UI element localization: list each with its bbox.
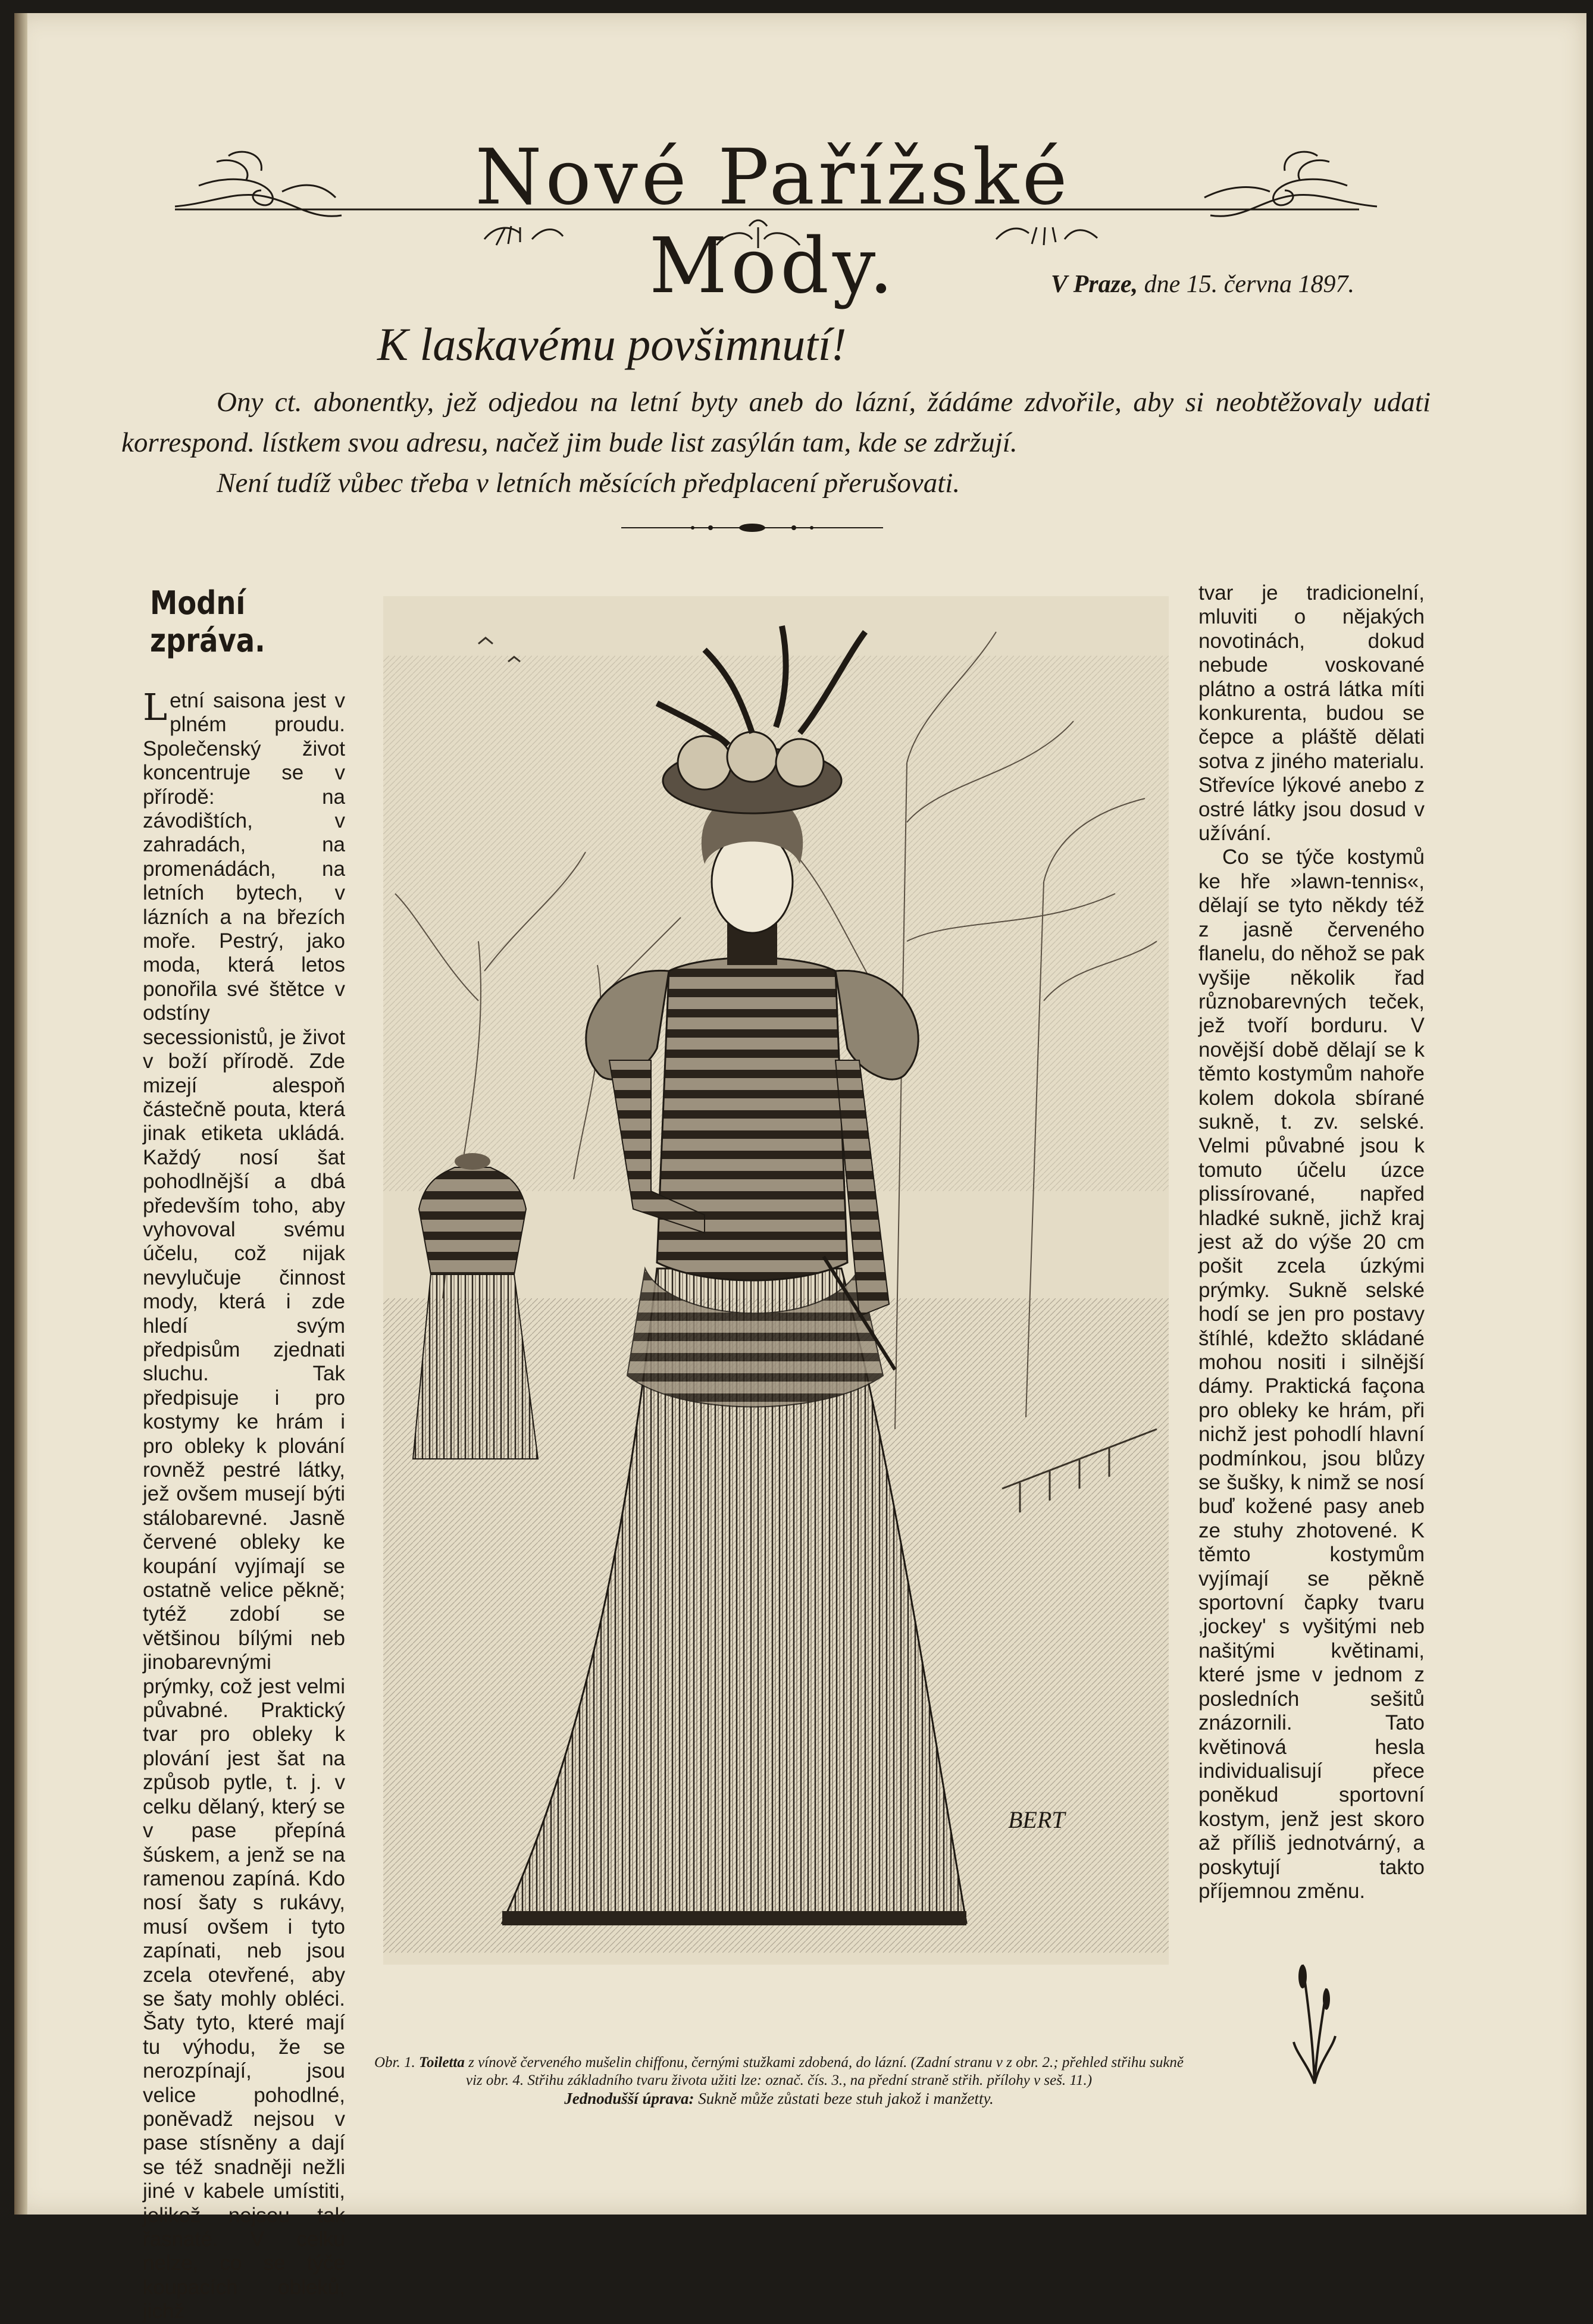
article-left-body: etní saisona jest v plném proudu. Společenský život koncentruje se v přírodě: na závodištích, v zahradách, na promenádách, na letních bytech, v lázních a na březích moře. Pestrý, jako moda, která letos ponořila své štětce v odstíny secessionistů, je život v boží přírodě. Zde mizejí alespoň částečně pouta, která jinak etiketa ukládá. Každý nosí šat pohodlnější a dbá především toho, aby vyhovoval svému účelu, což nijak nevylučuje činnost mody, která i zde hledí svým předpisům zjednati sluchu. Tak předpisuje i pro kostymy ke hrám i pro obleky k plování rovněž pestré látky, jež ovšem musejí býti stálobarevné. Jasně červené obleky ke koupání vyjímají se ostatně velice pěkně; tytéž zdobí se většinou bílými neb jinobarevnými prýmky, což jest velmi půvabné. Praktický tvar pro obleky k plování jest šat na způsob pytle, t. j. v celku dělaný, který se v pase přepíná šúskem, a jenž se na ramenou zapíná. Kdo nosí šaty s rukávy, musí ovšem i tyto zapínati, neb jsou zcela otevřené, aby se šaty mohly obléci. Šaty tyto, které mají tu výhodu, že se nerozpínají, jsou velice pohodlné, poněvadž nejsou v pase stísněny a dají se též snadněji nežli jiné v kabele umístiti, jelikož nejsou tak řasnaté. V celku nelze, co se týče koupacích obleků, jichž [143,689,345,2323]
notice-title: K laskavému povšimnutí! [377,318,847,370]
hat-rose-3 [776,739,824,787]
caption-toilette: Toiletta [418,2054,465,2071]
illustration-caption [371,2054,1187,2107]
article-right-column [1198,581,1425,1903]
masthead-title: Nové Pařížské Mody. [475,133,1071,311]
skirt-hem-band [502,1911,966,1925]
article-right-paragraph-1: tvar je tradicionelní, mluviti o nějakých novotinách, dokud nebude voskované plátno a ostrá látka míti konkurenta, budou se čepce a pláště dělati sotva z jiného materialu. Střevíce lýkové anebo z ostré látky jsou dosud v užívání. [1198,581,1425,845]
article-right-paragraph-2: Co se týče kostymů ke hře »lawn-tennis«, dělají se tyto někdy též z jasně červeného flanelu, do něhož se pak vyšije několik řad různobarevných teček, jež tvoří borduru. V novější době dělají se k těmto kostymům nahoře kolem dokola sbírané sukně, t. zv. selské. Velmi půvabné jsou k tomuto účelu úzce plissírované, napřed hladké sukně, jichž kraj jest až do výše 20 cm pošit zcela úzkými prýmky. Sukně selské hodí se jen pro postavy štíhlé, kdežto skládané mohou nositi i silnější dámy. Praktická façona pro obleky ke hrám, při nichž jest pohodlí hlavní podmínkou, jsou blůzy se šušky, k nimž se nosí buď kožené pasy aneb ze stuhy zhotovené. K těmto kostymům vyjímají se pěkně sportovní čapky tvaru ‚jockey' s vyšitými neb našitými květinami, které jsme v jednom z posledních sešitů znázornili. Tato květinová hesla individualisují přece poněkud sportovní kostym, jenž jest skoro až příliš jednotvárný, a poskytují takto příjemnou změnu. [1198,845,1425,1903]
caption-figure-label: Obr. 1. [374,2054,415,2071]
caption-simpler-text: Sukně může zůstati beze stuh jakož i manžetty. [698,2090,994,2107]
artist-signature: BERT [1008,1806,1065,1833]
article-dropcap: L [143,685,168,729]
page-binding-edge [14,13,27,2215]
magazine-page [14,13,1586,2323]
dateline [1051,270,1354,299]
reed-ornament [1291,1953,1338,2090]
dateline-place: V Praze, [1050,271,1138,298]
notice-paragraph-1: Ony ct. abonentky, jež odjedou na letní byty aneb do lázní, žádáme zdvořile, aby si neobtěžovaly udati korrespond. lístkem svou adresu, načež jim bude list zasýlán tam, kde se zdržují. [121,387,1431,458]
striped-bodice [657,958,847,1281]
hat-rose-2 [727,732,777,782]
article-left-text [143,685,345,2324]
notice-text [121,382,1431,503]
notice-paragraph-2: Není tudíž vůbec třeba v letních měsících předplacení přerušovati. [217,468,960,499]
article-left-column [143,584,345,2324]
dateline-date: dne 15. června 1897. [1144,271,1354,298]
caption-line-1: z vínově červeného mušelin chiffonu, černými stužkami zdobená, do lázní. (Zadní stranu v z obr. 2.; přehled střihu sukně viz obr. 4. Střihu základního tvaru života užiti lze: označ. čís. 3., na přední straně střih. přílohy v seš. 11.) [465,2054,1184,2088]
article-heading: Modní zpráva. [150,584,265,659]
caption-simpler-label: Jednodušší úprava: [564,2090,694,2107]
fashion-illustration [371,584,1181,2000]
section-divider [621,519,883,537]
